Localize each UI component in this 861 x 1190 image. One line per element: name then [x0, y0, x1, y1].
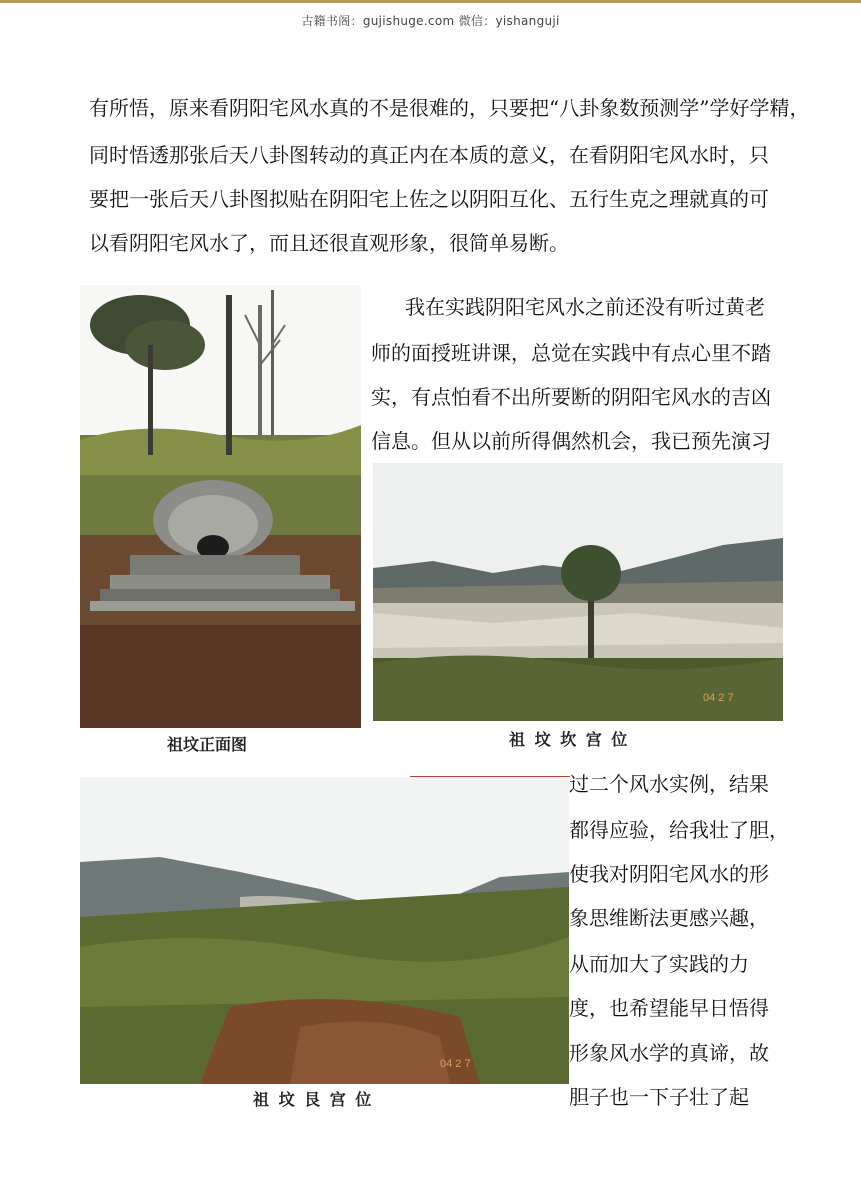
photo-caption: 祖 坟 艮 宫 位: [253, 1090, 374, 1109]
page-header: 古籍书阁：gujishuge.com 微信：yishanguji: [301, 14, 560, 28]
text-line: 我在实践阴阳宅风水之前还没有听过黄老: [405, 295, 765, 319]
text-line: 过二个风水实例，结果: [569, 772, 769, 796]
text-line: 都得应验，给我壮了胆，: [569, 818, 789, 842]
tomb-front-photo: [80, 285, 361, 728]
text-line: 象思维断法更感兴趣，: [569, 906, 769, 930]
date-stamp: 04 2 7: [703, 692, 734, 704]
text-line: 度，也希望能早日悟得: [569, 996, 769, 1020]
text-line: 胆子也一下子壮了起: [569, 1085, 749, 1109]
gen-position-photo: [80, 777, 569, 1084]
text-line: 同时悟透那张后天八卦图转动的真正内在本质的意义，在看阴阳宅风水时，只: [89, 143, 769, 167]
text-line: 信息。但从以前所得偶然机会，我已预先演习: [371, 429, 771, 453]
text-line: 师的面授班讲课，总觉在实践中有点心里不踏: [371, 341, 771, 365]
text-line: 使我对阴阳宅风水的形: [569, 862, 769, 886]
text-line: 从而加大了实践的力: [569, 952, 749, 976]
date-stamp: 04 2 7: [440, 1058, 471, 1070]
text-line: 实，有点怕看不出所要断的阴阳宅风水的吉凶: [371, 385, 771, 409]
text-line: 要把一张后天八卦图拟贴在阴阳宅上佐之以阴阳互化、五行生克之理就真的可: [89, 187, 769, 211]
photo-caption: 祖 坟 坎 宫 位: [509, 730, 630, 749]
text-line: 形象风水学的真谛，故: [569, 1041, 769, 1065]
photo-caption: 祖坟正面图: [167, 735, 248, 754]
top-border: [0, 0, 861, 3]
text-line: 有所悟，原来看阴阳宅风水真的不是很难的，只要把“八卦象数预测学”学好学精，: [89, 96, 810, 120]
text-line: 以看阴阳宅风水了，而且还很直观形象，很简单易断。: [89, 231, 569, 255]
kan-position-photo: [373, 463, 783, 721]
